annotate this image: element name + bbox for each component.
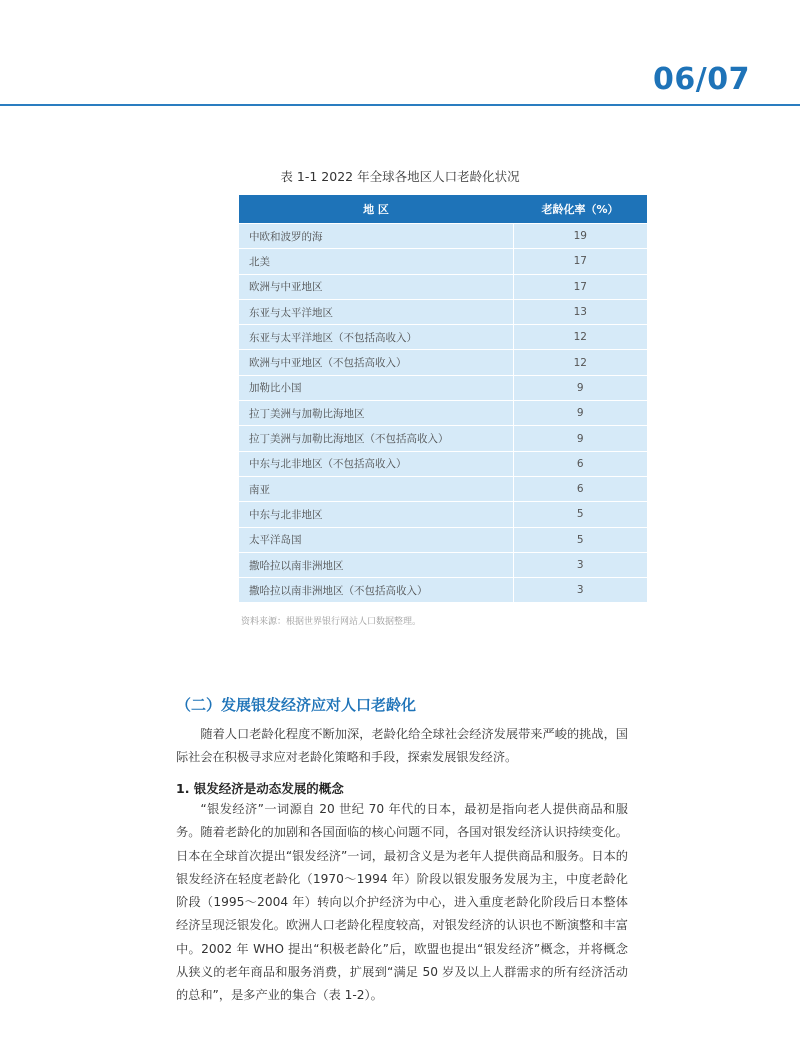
table-row: [239, 502, 647, 527]
section-heading: （二）发展银发经济应对人口老龄化: [176, 696, 417, 714]
rate-cell: 6: [513, 451, 647, 476]
region-cell: 撒哈拉以南非洲地区: [239, 552, 513, 577]
rate-cell: 17: [513, 274, 647, 299]
region-cell: 拉丁美洲与加勒比海地区: [239, 401, 513, 426]
table-row: [239, 552, 647, 577]
table-row: [239, 274, 647, 299]
table-row: [239, 375, 647, 400]
table-row: [239, 578, 647, 603]
rate-cell: 3: [513, 578, 647, 603]
region-cell: 撒哈拉以南非洲地区（不包括高收入）: [239, 578, 513, 603]
table-caption: 表 1-1 2022 年全球各地区人口老龄化状况: [280, 169, 520, 184]
column-header-region: 地 区: [239, 195, 513, 224]
table-row: [239, 527, 647, 552]
rate-cell: 6: [513, 476, 647, 501]
region-cell: 中东与北非地区: [239, 502, 513, 527]
column-header-rate: 老龄化率（%）: [513, 195, 647, 224]
table-row: [239, 476, 647, 501]
rate-cell: 9: [513, 401, 647, 426]
region-cell: 拉丁美洲与加勒比海地区（不包括高收入）: [239, 426, 513, 451]
rate-cell: 17: [513, 249, 647, 274]
intro-paragraph: 随着人口老龄化程度不断加深，老龄化给全球社会经济发展带来严峻的挑战，国际社会在积极寻求应对老龄化策略和手段，探索发展银发经济。: [176, 727, 628, 765]
region-cell: 加勒比小国: [239, 375, 513, 400]
rate-cell: 12: [513, 325, 647, 350]
table-row: [239, 401, 647, 426]
table-row: [239, 426, 647, 451]
region-cell: 中欧和波罗的海: [239, 224, 513, 249]
region-cell: 南亚: [239, 476, 513, 501]
rate-cell: 12: [513, 350, 647, 375]
region-cell: 太平洋岛国: [239, 527, 513, 552]
table-row: [239, 325, 647, 350]
table-row: [239, 249, 647, 274]
page-number: 06/07: [653, 62, 750, 97]
rate-cell: 5: [513, 502, 647, 527]
rate-cell: 9: [513, 375, 647, 400]
header-divider: [0, 104, 800, 106]
body-paragraph: “银发经济”一词源自 20 世纪 70 年代的日本，最初是指向老人提供商品和服务。随着老龄化的加剧和各国面临的核心问题不同，各国对银发经济认识持续变化。日本在全球首次提出“银发经济”一词，最初含义是为老年人提供商品和服务。日本的银发经济在轻度老龄化（1970～1994 年）阶段以银发服务发展为主，中度老龄化阶段（1995～2004 年）转向以介护经济为中心，进入重度老龄化阶段后日本整体经济呈现泛银发化。欧洲人口老龄化程度较高，对银发经济的认识也不断演整和丰富中。2002 年 WHO 提出“积极老龄化”后，欧盟也提出“银发经济”概念，并将概念从狭义的老年商品和服务消费，扩展到“满足 50 岁及以上人群需求的所有经济活动的总和”，是多产业的集合（表 1-2）。: [176, 802, 628, 1003]
region-cell: 欧洲与中亚地区（不包括高收入）: [239, 350, 513, 375]
region-cell: 东亚与太平洋地区（不包括高收入）: [239, 325, 513, 350]
rate-cell: 9: [513, 426, 647, 451]
region-cell: 中东与北非地区（不包括高收入）: [239, 451, 513, 476]
aging-table: [239, 195, 647, 602]
table-row: [239, 224, 647, 249]
table-row: [239, 451, 647, 476]
table-source-note: 资料来源：根据世界银行网站人口数据整理。: [241, 617, 422, 627]
table-header-row: [239, 195, 647, 224]
table-row: [239, 350, 647, 375]
rate-cell: 3: [513, 552, 647, 577]
rate-cell: 13: [513, 299, 647, 324]
subsection-heading: 1. 银发经济是动态发展的概念: [176, 781, 344, 796]
rate-cell: 5: [513, 527, 647, 552]
table-row: [239, 299, 647, 324]
region-cell: 东亚与太平洋地区: [239, 299, 513, 324]
region-cell: 北美: [239, 249, 513, 274]
region-cell: 欧洲与中亚地区: [239, 274, 513, 299]
rate-cell: 19: [513, 224, 647, 249]
